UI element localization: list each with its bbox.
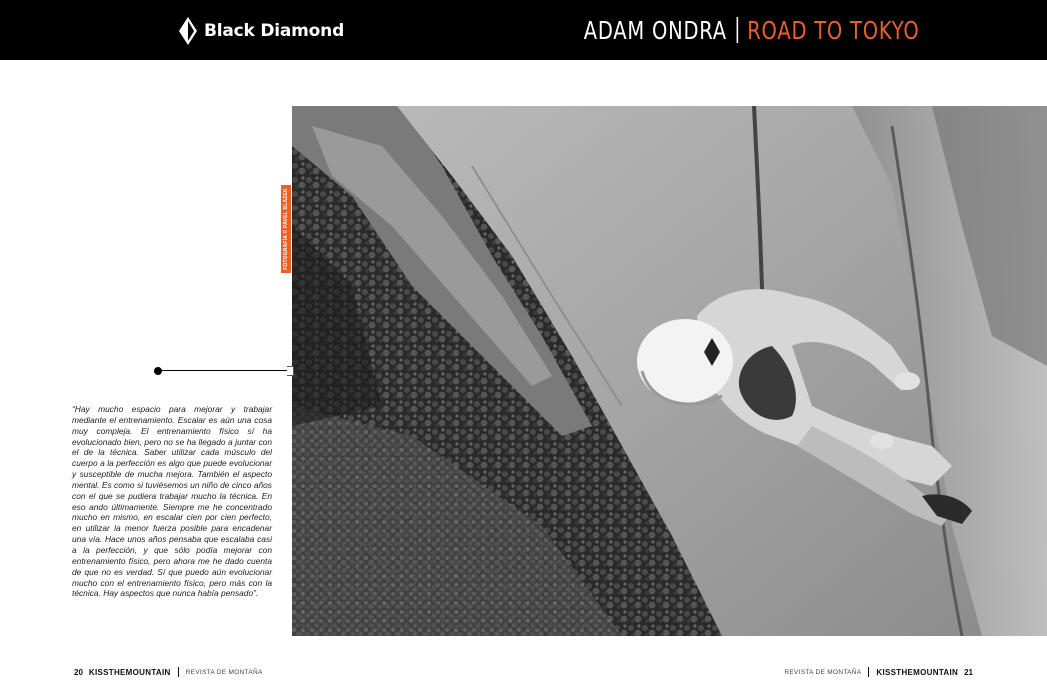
magazine-name-left: KISSTHEMOUNTAIN [88,667,171,677]
title-subtitle: ROAD TO TOKYO [746,15,919,45]
brand-logo[interactable] [178,16,344,46]
title-name: ADAM ONDRA [583,15,727,45]
photo-credit [281,185,291,273]
photo-credit-text: FOTOGRAFÍA © PAVEL BLAZEK [283,188,289,270]
footer-right [784,667,973,677]
callout-dot [154,367,162,375]
title-separator [736,17,738,43]
article-title [583,13,919,47]
footer-separator-right [868,667,869,677]
page-number-left: 20 [74,667,83,677]
section-name-left: REVISTA DE MONTAÑA [185,668,263,676]
magazine-name-right: KISSTHEMOUNTAIN [876,667,959,677]
pull-quote: “Hay mucho espacio para mejorar y trabajar mediante el entrenamiento. Escalar es aún una cosa muy compleja. El entrenamiento físico sí ha evolucionado bien, pero no se ha llegado a juntar con el de la técnica. Saber utilizar cada músculo del cuerpo a la perfección es algo que puede evolucionar y susceptible de mucha mejora. También el aspecto mental. Es como si tuviésemos un niño de cinco años con el que se pudiera trabajar mucho la técnica. En eso ando últimamente. Siempre me he concentrado mucho en mismo, en escalar cien por cien perfecto, en utilizar la menor fuerza posible para encadenar una vía. Hace unos años pensaba que escalaba casi a la perfección, y que sólo podía mejorar con entrenamiento físico, pero ahora me he dado cuenta de que no es verdad. Sí que puedo aún evolucionar mucho con el entrenamiento físico, pero más con la técnica. Hay aspectos que nunca había pensado”. [72,404,272,599]
climbing-photo [292,106,1047,636]
footer-left [74,667,263,677]
section-name-right: REVISTA DE MONTAÑA [784,668,862,676]
callout-bracket [287,366,294,376]
page-number-right: 21 [964,667,973,677]
diamond-logo-icon [178,17,198,45]
brand-name: Black Diamond [204,21,345,41]
footer-separator-left [178,667,179,677]
callout-line [161,370,289,371]
header-bar [0,0,1047,60]
